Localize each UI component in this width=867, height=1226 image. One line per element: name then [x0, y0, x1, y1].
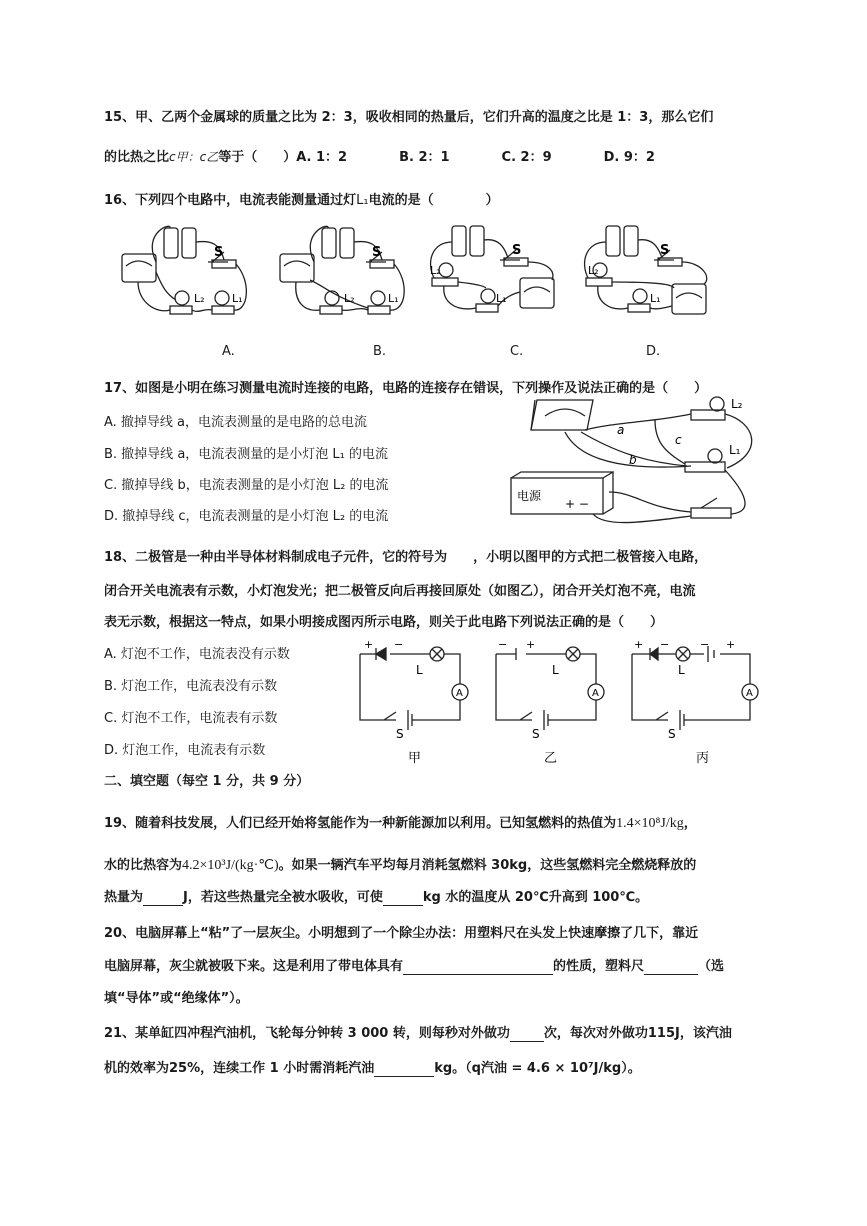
q16-circuit-b — [280, 226, 404, 314]
q16-c-lamp1-label: L₁ — [496, 292, 507, 305]
q17-lamp1-label: L₁ — [729, 443, 741, 457]
q18-option-c[interactable]: C. 灯泡不工作，电流表有示数 — [104, 711, 278, 726]
q18-bing-plus2: + — [726, 638, 736, 651]
q18-line2: 闭合开关电流表有示数，小灯泡发光；把二极管反向后再接回原处（如图乙），闭合开关灯泡不亮，电流 — [104, 584, 696, 599]
q20-line1: 20、电脑屏幕上“粘”了一层灰尘。小明想到了一个除尘办法：用塑料尺在头发上快速摩擦了几下，靠近 — [104, 926, 699, 941]
q18-yi-lamp: L — [552, 663, 559, 677]
q19-line3 — [104, 886, 648, 906]
q18-label-bing: 丙 — [696, 751, 710, 766]
q18-bing-minus: − — [660, 638, 670, 651]
q17-wire-a-label: a — [617, 423, 625, 437]
q16-option-c[interactable]: C. — [510, 344, 524, 359]
q21-blank-work-count[interactable] — [510, 1026, 544, 1042]
q16-question — [104, 189, 499, 208]
q17-wire-c-label: c — [675, 433, 682, 447]
q16-lamp-label: L₁ — [356, 193, 369, 208]
q20-line2-a: 电脑屏幕，灰尘就被吸下来。这是利用了带电体具有 — [104, 959, 404, 974]
q15-ratio-symbol: c甲：c乙 — [169, 150, 219, 164]
q21-line1 — [104, 1022, 732, 1042]
q21-line1-b: 次，每次对外做功115J，该汽油 — [543, 1026, 732, 1041]
q16-a-lamp1-label: L₁ — [232, 292, 243, 305]
q19-line3-a: 热量为 — [104, 890, 144, 905]
q18-yi-switch: S — [532, 727, 540, 741]
q18-bing-ammeter: A — [746, 688, 753, 699]
q16-text-pre: 16、下列四个电路中，电流表能测量通过灯 — [104, 193, 357, 208]
q16-d-switch-label: S — [660, 243, 670, 258]
q18-yi-ammeter: A — [592, 688, 599, 699]
q16-d-lamp2-label: L₂ — [588, 264, 599, 277]
q16-circuit-a — [122, 226, 246, 314]
q18-option-a[interactable]: A. 灯泡不工作，电流表没有示数 — [104, 647, 290, 662]
q16-option-d[interactable]: D. — [646, 344, 661, 359]
q16-d-lamp1-label: L₁ — [650, 292, 661, 305]
q19-blank-heat[interactable] — [143, 890, 183, 906]
q16-b-lamp1-label: L₁ — [388, 292, 399, 305]
q18-jia-lamp: L — [416, 663, 423, 677]
q16-c-lamp2-label: L₂ — [430, 264, 441, 277]
q18-yi-minus: − — [498, 638, 508, 651]
q16-c-switch-label: S — [512, 243, 522, 258]
q17-option-a[interactable]: A. 撤掉导线 a，电流表测量的是电路的总电流 — [104, 415, 368, 430]
q18-jia-switch: S — [396, 727, 404, 741]
q21-line1-a: 21、某单缸四冲程汽油机，飞轮每分钟转 3 000 转，则每秒对外做功 — [104, 1026, 510, 1041]
q17-option-d[interactable]: D. 撤掉导线 c，电流表测量的是小灯泡 L₂ 的电流 — [104, 509, 389, 524]
q17-lamp2-label: L₂ — [731, 397, 743, 411]
q17-option-b[interactable]: B. 撤掉导线 a，电流表测量的是小灯泡 L₁ 的电流 — [104, 447, 389, 462]
q18-circuit-jia — [360, 647, 468, 730]
q16-option-b[interactable]: B. — [373, 344, 387, 359]
q19-line1-pre: 19、随着科技发展，人们已经开始将氢能作为一种新能源加以利用。已知氢燃料的热值为 — [104, 816, 617, 831]
q19-line3-b: J，若这些热量完全被水吸收，可使 — [183, 890, 383, 905]
q16-option-a[interactable]: A. — [222, 344, 235, 359]
q18-option-b[interactable]: B. 灯泡工作，电流表没有示数 — [104, 679, 278, 694]
q19-line2-post: 。如果一辆汽车平均每月消耗氢燃料 30kg，这些氢燃料完全燃烧释放的 — [278, 858, 697, 873]
q16-b-lamp2-label: L₂ — [344, 292, 355, 305]
q16-circuit-d — [585, 226, 707, 314]
q20-blank-property[interactable] — [403, 959, 553, 975]
q18-jia-ammeter: A — [456, 688, 463, 699]
q20-blank-material[interactable] — [644, 959, 698, 975]
q16-text-post: 电流的是（ ） — [368, 193, 499, 208]
section-2-heading: 二、填空题（每空 1 分，共 9 分） — [104, 774, 310, 789]
q20-line2 — [104, 955, 724, 975]
q21-line2-b: kg。（q汽油 = 4.6 × 10⁷J/kg）。 — [434, 1061, 641, 1076]
q18-jia-plus: + — [364, 638, 374, 651]
q20-line2-c: （选 — [698, 959, 725, 974]
q19-heat-value: 1.4×10⁸J/kg — [616, 816, 684, 831]
q21-line2-a: 机的效率为25%，连续工作 1 小时需消耗汽油 — [104, 1061, 375, 1076]
q18-line3: 表无示数，根据这一特点，如果小明接成图丙所示电路，则关于此电路下列说法正确的是（ ） — [104, 615, 664, 630]
q21-line2 — [104, 1057, 641, 1077]
q19-line2 — [104, 854, 696, 874]
q18-label-jia: 甲 — [408, 751, 422, 766]
q18-yi-plus: + — [526, 638, 536, 651]
q16-circuit-c — [431, 226, 554, 312]
q17-question: 17、如图是小明在练习测量电流时连接的电路，电路的连接存在错误，下列操作及说法正确的是（ ） — [104, 381, 708, 396]
q15-line2-post: 等于（ ）A. 1：2 B. 2：1 C. 2：9 D. 9：2 — [218, 150, 655, 165]
q17-option-c[interactable]: C. 撤掉导线 b，电流表测量的是小灯泡 L₂ 的电流 — [104, 478, 389, 493]
q18-bing-switch: S — [668, 727, 676, 741]
q16-b-switch-label: S — [372, 245, 382, 260]
q19-line1: 19、随着科技发展，人们已经开始将氢能作为一种新能源加以利用。已知氢燃料的热值为1.4×10⁸J/kg， — [104, 816, 697, 831]
q17-wire-b-label: b — [629, 453, 637, 467]
q19-blank-mass[interactable] — [383, 890, 423, 906]
q19-line3-c: kg 水的温度从 20℃升高到 100℃。 — [422, 890, 649, 905]
q18-circuit-figures — [350, 636, 770, 768]
q17-power-label: 电源 — [517, 489, 542, 503]
q18-circuit-bing — [632, 646, 758, 730]
q18-bing-lamp: L — [678, 663, 685, 677]
q18-label-yi: 乙 — [544, 751, 558, 766]
q16-a-switch-label: S — [214, 245, 224, 260]
q17-power-terminals: + − — [565, 497, 589, 511]
q17-circuit-figure — [505, 392, 775, 530]
q16-circuit-figures — [112, 222, 732, 334]
q18-option-d[interactable]: D. 灯泡工作，电流表有示数 — [104, 743, 266, 758]
q20-line3: 填“导体”或“绝缘体”）。 — [104, 991, 249, 1006]
q20-line2-b: 的性质，塑料尺 — [553, 959, 645, 974]
q18-line1: 18、二极管是一种由半导体材料制成电子元件，它的符号为 ，小明以图甲的方式把二极管接入电路， — [104, 550, 708, 565]
q15-line2 — [104, 146, 655, 165]
q16-a-lamp2-label: L₂ — [194, 292, 205, 305]
q15-line2-pre: 的比热之比 — [104, 150, 170, 165]
q18-jia-minus: − — [394, 638, 404, 651]
q19-line2-pre: 水的比热容为 — [104, 858, 183, 873]
q21-blank-fuel-mass[interactable] — [374, 1061, 434, 1077]
q15-line1: 15、甲、乙两个金属球的质量之比为 2：3，吸收相同的热量后，它们升高的温度之比是 1：3，那么它们 — [104, 110, 714, 125]
q19-specific-heat: 4.2×10³J/(kg·℃) — [182, 858, 279, 873]
q18-bing-minus2: − — [700, 638, 710, 651]
q18-bing-plus: + — [634, 638, 644, 651]
q18-circuit-yi — [496, 647, 604, 730]
